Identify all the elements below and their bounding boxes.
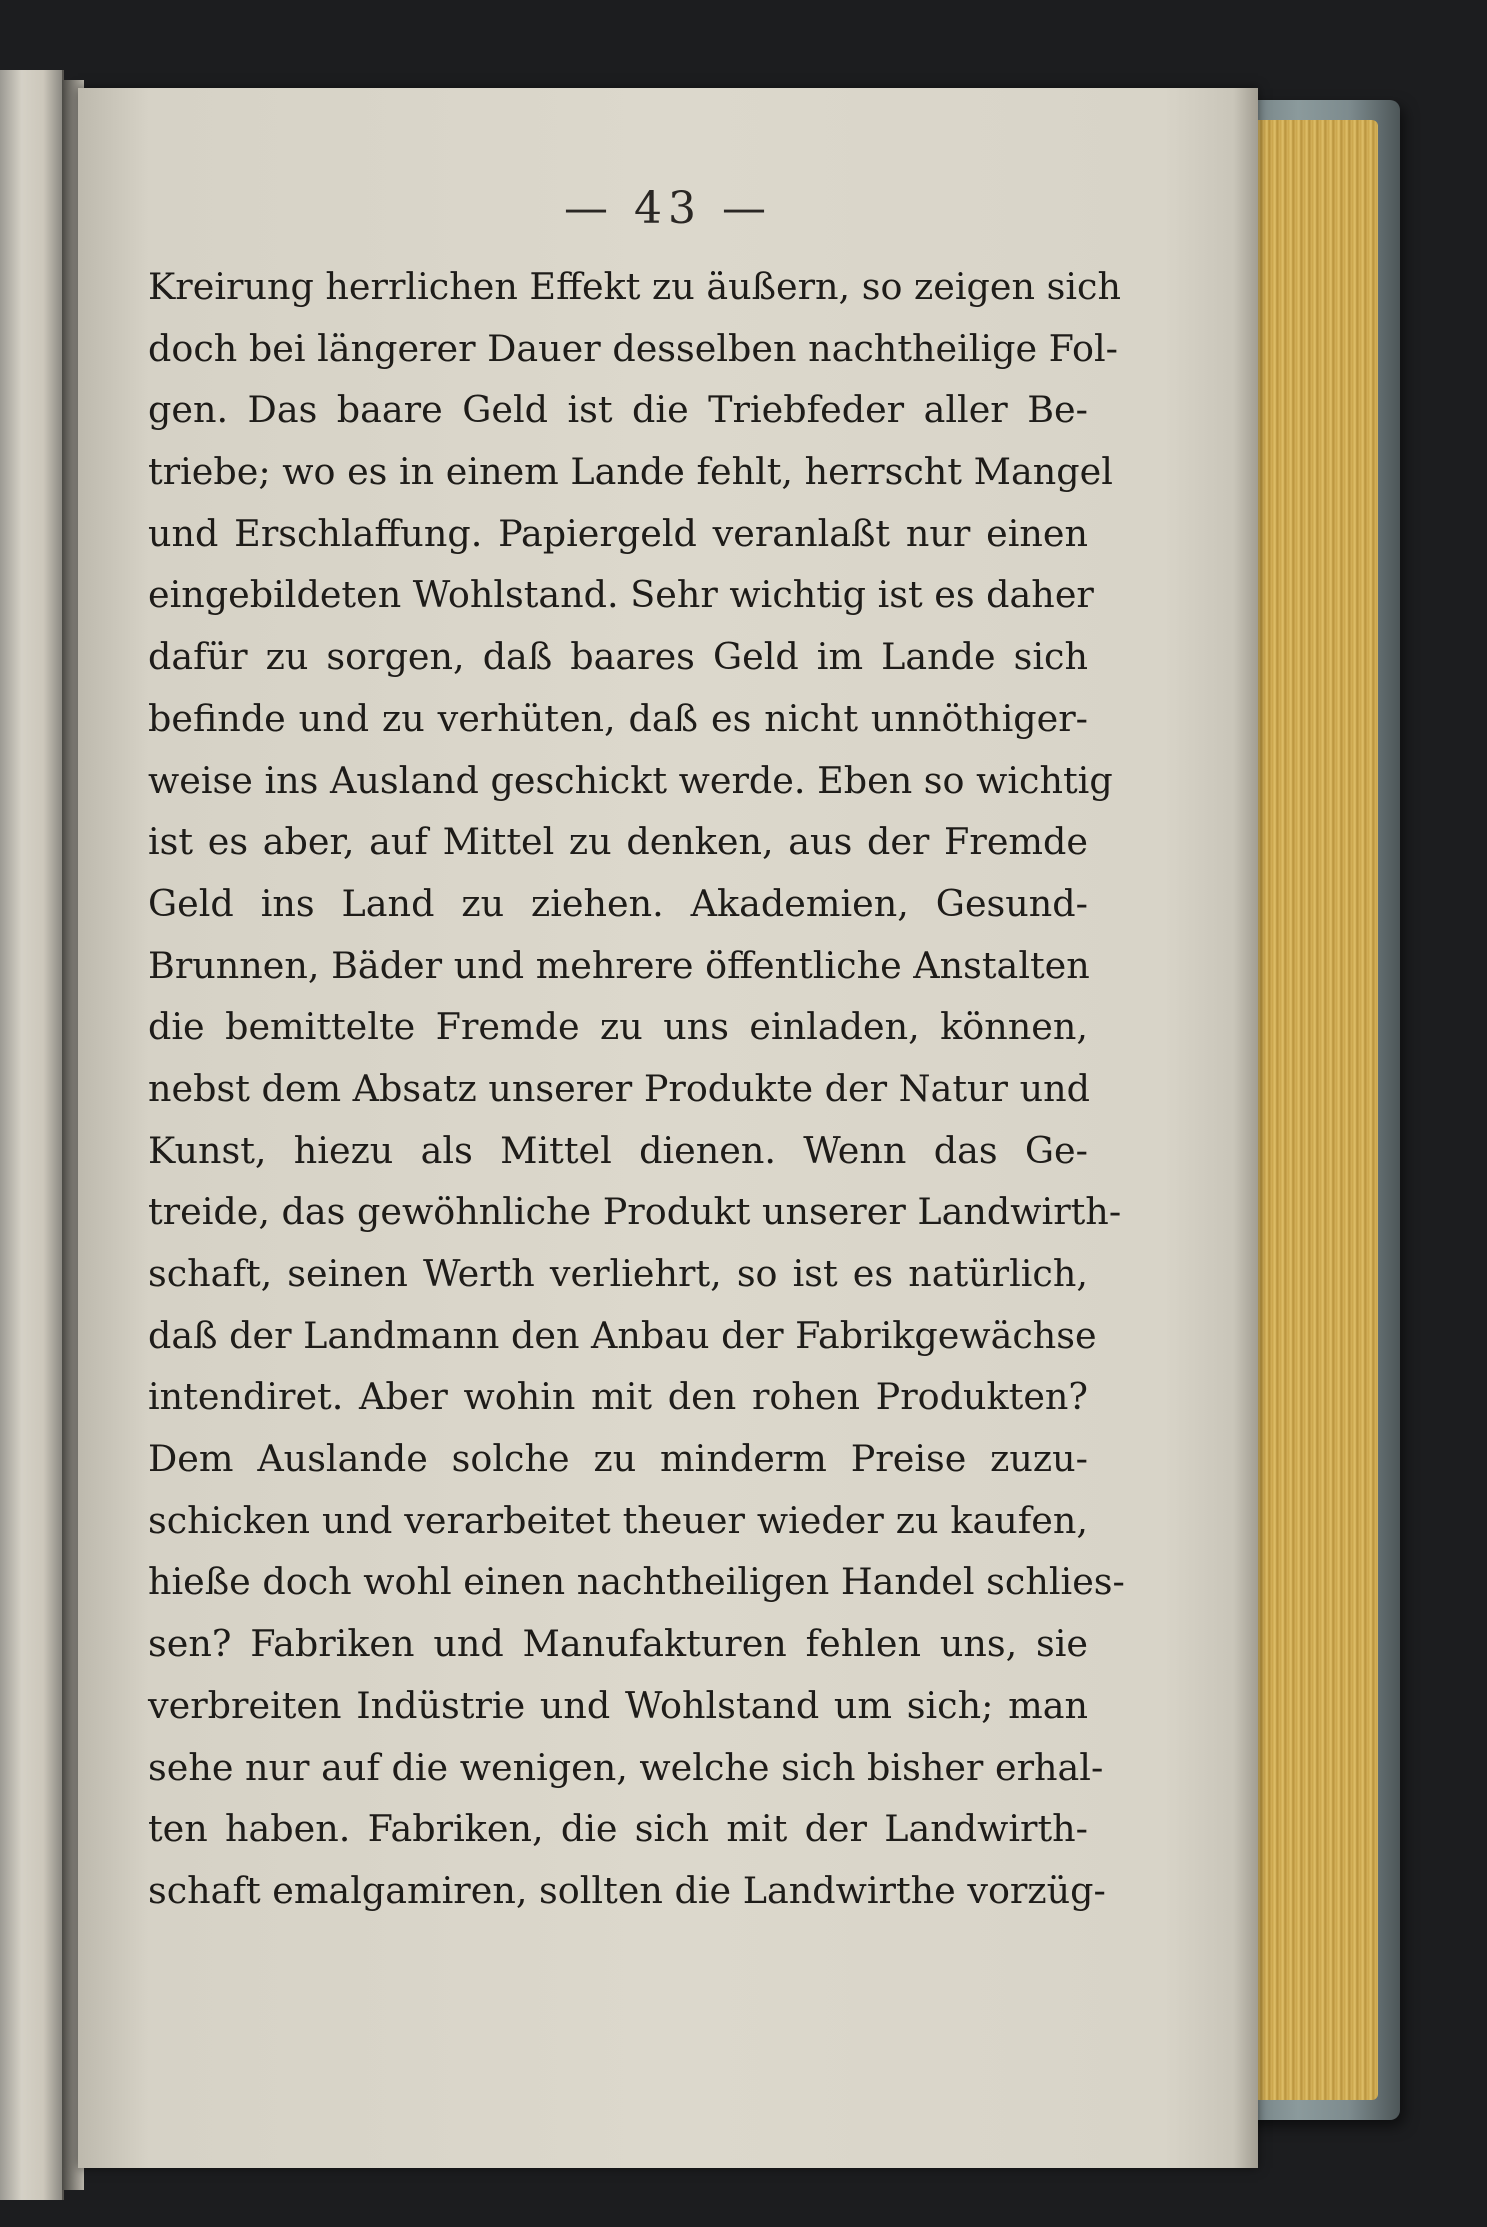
text-line: Dem Auslande solche zu minderm Preise zuzu- (148, 1437, 1088, 1481)
gilt-page-edges (1248, 120, 1378, 2100)
text-line: weise ins Ausland geschickt werde. Eben so wichtig (148, 758, 1113, 802)
text-line: dafür zu sorgen, daß baares Geld im Lande sich (148, 635, 1088, 679)
text-line: ten haben. Fabriken, die sich mit der Landwirth- (148, 1807, 1088, 1851)
text-line: und Erschlaffung. Papiergeld veranlaßt nur einen (148, 511, 1088, 555)
text-line: eingebildeten Wohlstand. Sehr wichtig ist es daher (148, 573, 1094, 617)
text-line: schicken und verarbeitet theuer wieder zu kaufen, (148, 1498, 1088, 1542)
text-line: nebst dem Absatz unserer Produkte der Natur und (148, 1066, 1090, 1110)
text-line: treide, das gewöhnliche Produkt unserer Landwirth- (148, 1190, 1122, 1234)
text-line: befinde und zu verhüten, daß es nicht unnöthiger- (148, 696, 1088, 740)
previous-page-edge (0, 70, 64, 2200)
book-page (78, 88, 1258, 2168)
text-line: Brunnen, Bäder und mehrere öffentliche Anstalten (148, 943, 1090, 987)
text-line: triebe; wo es in einem Lande fehlt, herrscht Mangel (148, 450, 1113, 494)
text-line: sehe nur auf die wenigen, welche sich bisher erhal- (148, 1745, 1104, 1789)
text-line: ist es aber, auf Mittel zu denken, aus der Fremde (148, 820, 1088, 864)
page-number-header: — 43 — (564, 183, 772, 234)
text-line: schaft, seinen Werth verliehrt, so ist es natürlich, (148, 1252, 1088, 1295)
text-line: Kunst, hiezu als Mittel dienen. Wenn das Ge- (148, 1128, 1088, 1172)
text-line: Kreirung herrlichen Effekt zu äußern, so zeigen sich (148, 265, 1121, 308)
text-line: intendiret. Aber wohin mit den rohen Produkten? (148, 1375, 1088, 1419)
text-line: verbreiten Indüstrie und Wohlstand um sich; man (148, 1683, 1088, 1727)
text-line: daß der Landmann den Anbau der Fabrikgewächse (148, 1313, 1097, 1357)
text-line: die bemittelte Fremde zu uns einladen, können, (148, 1005, 1088, 1049)
text-line: Geld ins Land zu ziehen. Akademien, Gesund- (148, 881, 1088, 925)
page-body-text (148, 256, 1125, 1922)
text-line: gen. Das baare Geld ist die Triebfeder aller Be- (148, 388, 1088, 432)
text-line: hieße doch wohl einen nachtheiligen Handel schlies- (148, 1560, 1125, 1604)
text-line: schaft emalgamiren, sollten die Landwirthe vorzüg- (148, 1868, 1106, 1912)
text-line: sen? Fabriken und Manufakturen fehlen uns, sie (148, 1622, 1088, 1666)
text-line: doch bei längerer Dauer desselben nachtheilige Fol- (148, 326, 1118, 370)
